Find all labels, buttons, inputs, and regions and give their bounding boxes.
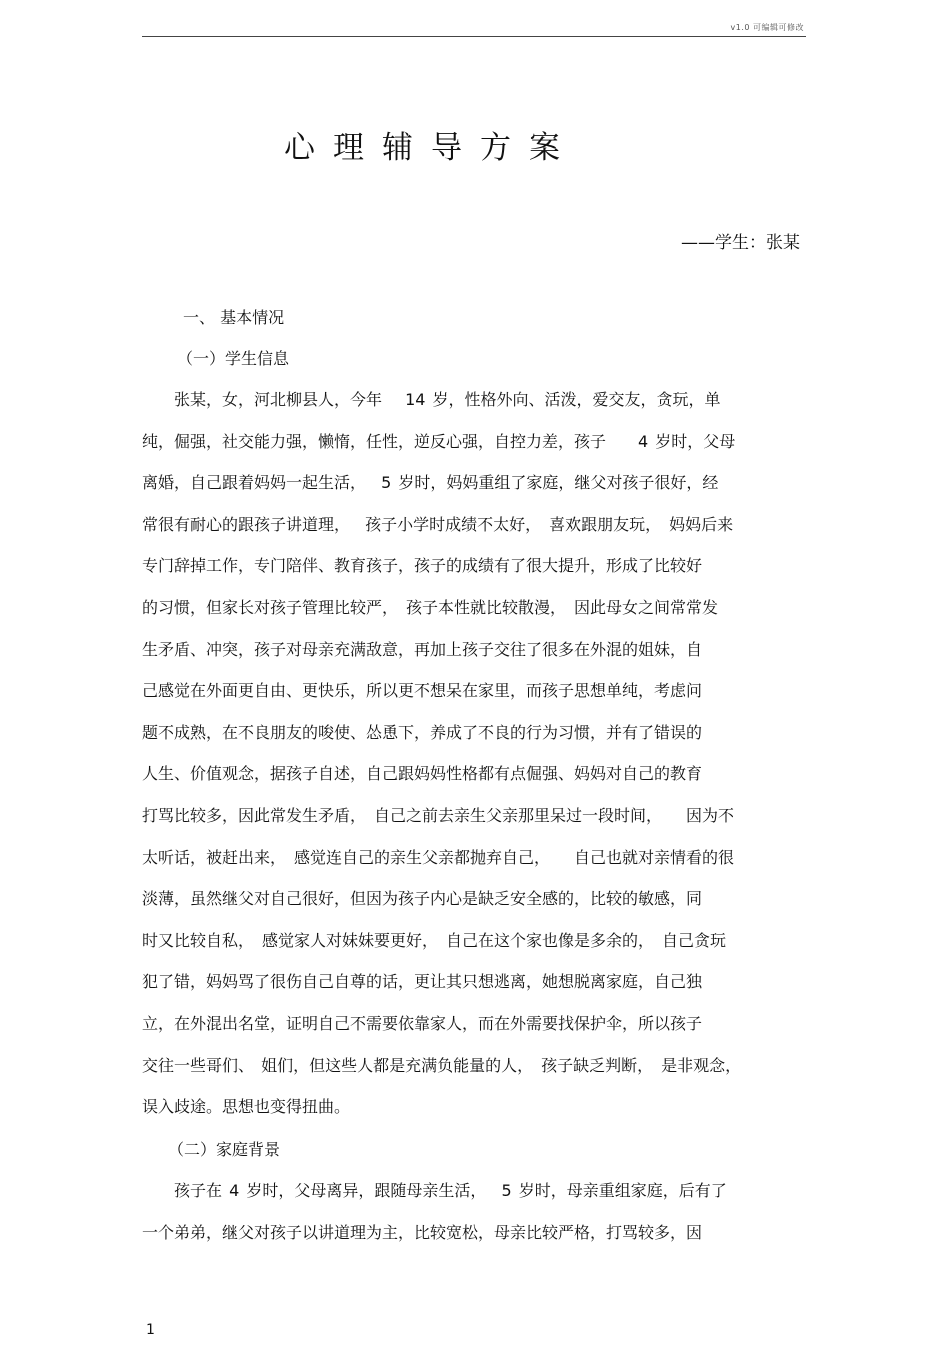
- text-line: 打骂比较多，因此常发生矛盾， 自己之前去亲生父亲那里呆过一段时间， 因为不: [142, 805, 735, 825]
- text-line: 一个弟弟，继父对孩子以讲道理为主，比较宽松，母亲比较严格，打骂较多，因: [142, 1222, 703, 1242]
- page-number: 1: [146, 1322, 155, 1338]
- text-line: 专门辞掉工作，专门陪伴、教育孩子，孩子的成绩有了很大提升，形成了比较好: [142, 556, 703, 576]
- header-version-tag: v1.0 可编辑可修改: [730, 23, 804, 32]
- author-line: ——学生：张某: [681, 233, 800, 253]
- text-line: 生矛盾、冲突，孩子对母亲充满敌意，再加上孩子交往了很多在外混的姐妹，自: [142, 639, 703, 659]
- text-line: 的习惯，但家长对孩子管理比较严， 孩子本性就比较散漫， 因此母女之间常常发: [142, 597, 719, 617]
- text-line: 立，在外混出名堂，证明自己不需要依靠家人，而在外需要找保护伞，所以孩子: [142, 1013, 703, 1033]
- text-line: 离婚，自己跟着妈妈一起生活， 5 岁时，妈妈重组了家庭，继父对孩子很好，经: [142, 473, 719, 493]
- text-line: 淡薄，虽然继父对自己很好，但因为孩子内心是缺乏安全感的，比较的敏感，同: [142, 889, 703, 909]
- text-line: 犯了错，妈妈骂了很伤自己自尊的话，更让其只想逃离，她想脱离家庭，自己独: [142, 972, 703, 992]
- subsection-heading-family-background: （二）家庭背景: [168, 1140, 281, 1159]
- text-line: 误入歧途。思想也变得扭曲。: [142, 1097, 351, 1117]
- text-line: 交往一些哥们、 姐们，但这些人都是充满负能量的人， 孩子缺乏判断， 是非观念，: [142, 1055, 742, 1075]
- student-info-paragraph: [142, 379, 807, 1128]
- text-line: 常很有耐心的跟孩子讲道理， 孩子小学时成绩不太好， 喜欢跟朋友玩， 妈妈后来: [142, 514, 734, 534]
- section-heading-basic-info: 一、 基本情况: [183, 308, 285, 327]
- text-line: 张某，女，河北柳县人，今年 14 岁，性格外向、活泼，爱交友，贪玩，单: [142, 390, 721, 409]
- header-divider: [142, 36, 806, 37]
- text-line: 孩子在 4 岁时，父母离异，跟随母亲生活， 5 岁时，母亲重组家庭，后有了: [142, 1181, 727, 1200]
- family-background-paragraph: [142, 1170, 807, 1253]
- document-title: 心理辅导方案: [284, 130, 578, 166]
- text-line: 己感觉在外面更自由、更快乐，所以更不想呆在家里，而孩子思想单纯，考虑问: [142, 681, 703, 701]
- subsection-heading-student-info: （一）学生信息: [177, 349, 290, 368]
- text-line: 人生、价值观念，据孩子自述，自己跟妈妈性格都有点倔强、妈妈对自己的教育: [142, 764, 703, 784]
- text-line: 时又比较自私， 感觉家人对妹妹要更好， 自己在这个家也像是多余的， 自己贪玩: [142, 930, 727, 950]
- text-line: 太听话，被赶出来， 感觉连自己的亲生父亲都抛弃自己， 自己也就对亲情看的很: [142, 847, 735, 867]
- text-line: 题不成熟，在不良朋友的唆使、怂恿下，养成了不良的行为习惯，并有了错误的: [142, 722, 703, 742]
- text-line: 纯，倔强，社交能力强，懒惰，任性，逆反心强，自控力差，孩子 4 岁时，父母: [142, 431, 736, 451]
